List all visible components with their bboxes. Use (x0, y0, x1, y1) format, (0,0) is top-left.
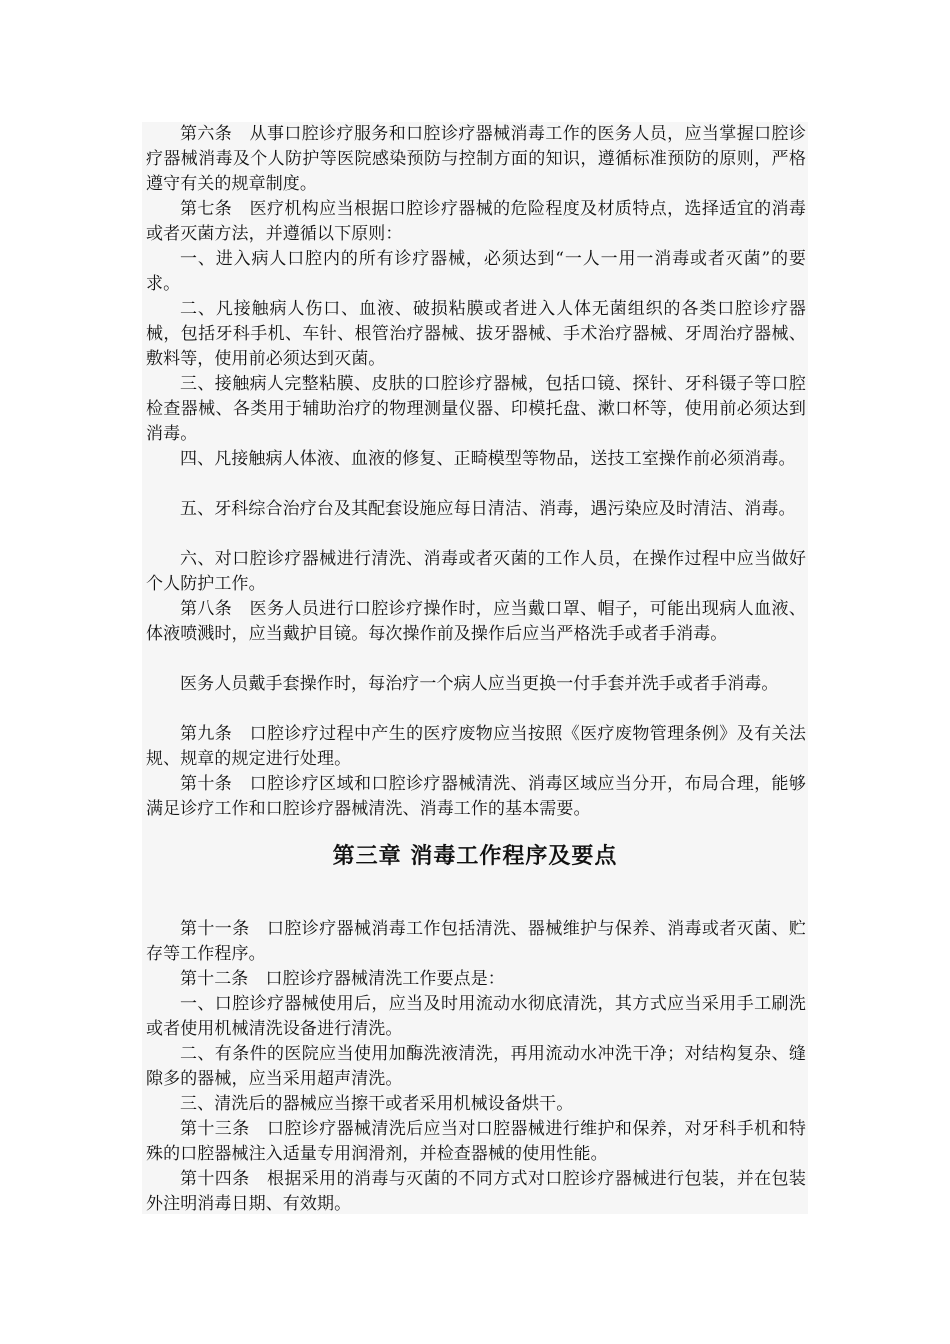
chapter-heading: 第三章 消毒工作程序及要点 (332, 844, 618, 869)
paragraph-article-7: 第七条 医疗机构应当根据口腔诊疗器械的危险程度及材质特点，选择适宜的消毒或者灭菌方法，并遵循以下原则： (146, 199, 806, 244)
paragraph-article-11: 第十一条 口腔诊疗器械消毒工作包括清洗、器械维护与保养、消毒或者灭菌、贮存等工作程序。 (146, 919, 806, 964)
paragraph-article-8: 第八条 医务人员进行口腔诊疗操作时，应当戴口罩、帽子，可能出现病人血液、体液喷溅时，应当戴护目镜。每次操作前及操作后应当严格洗手或者手消毒。 (146, 599, 806, 644)
paragraph-item-1: 一、进入病人口腔内的所有诊疗器械，必须达到“一人一用一消毒或者灭菌”的要求。 (146, 249, 806, 294)
paragraph-article-13: 第十三条 口腔诊疗器械清洗后应当对口腔器械进行维护和保养，对牙科手机和特殊的口腔器械注入适量专用润滑剂，并检查器械的使用性能。 (146, 1119, 806, 1164)
paragraph-clean-item-2: 二、有条件的医院应当使用加酶洗液清洗，再用流动水冲洗干净；对结构复杂、缝隙多的器械，应当采用超声清洗。 (146, 1044, 806, 1089)
paragraph-article-14: 第十四条 根据采用的消毒与灭菌的不同方式对口腔诊疗器械进行包装，并在包装外注明消毒日期、有效期。 (146, 1169, 806, 1214)
paragraph-article-6: 第六条 从事口腔诊疗服务和口腔诊疗器械消毒工作的医务人员，应当掌握口腔诊疗器械消毒及个人防护等医院感染预防与控制方面的知识，遵循标准预防的原则，严格遵守有关的规章制度。 (146, 124, 806, 194)
paragraph-clean-item-3: 三、清洗后的器械应当擦干或者采用机械设备烘干。 (180, 1094, 574, 1114)
paragraph-item-4: 四、凡接触病人体液、血液的修复、正畸模型等物品，送技工室操作前必须消毒。 (180, 449, 796, 469)
paragraph-item-6: 六、对口腔诊疗器械进行清洗、消毒或者灭菌的工作人员，在操作过程中应当做好个人防护工作。 (146, 549, 806, 594)
paragraph-article-12: 第十二条 口腔诊疗器械清洗工作要点是： (180, 969, 505, 989)
paragraph-clean-item-1: 一、口腔诊疗器械使用后，应当及时用流动水彻底清洗，其方式应当采用手工刷洗或者使用机械清洗设备进行清洗。 (146, 994, 806, 1039)
document-page (142, 122, 808, 1214)
paragraph-article-10: 第十条 口腔诊疗区域和口腔诊疗器械清洗、消毒区域应当分开，布局合理，能够满足诊疗工作和口腔诊疗器械清洗、消毒工作的基本需要。 (146, 774, 806, 819)
paragraph-article-8-b: 医务人员戴手套操作时，每治疗一个病人应当更换一付手套并洗手或者手消毒。 (180, 674, 779, 694)
paragraph-item-5: 五、牙科综合治疗台及其配套设施应每日清洁、消毒，遇污染应及时清洁、消毒。 (180, 499, 796, 519)
paragraph-article-9: 第九条 口腔诊疗过程中产生的医疗废物应当按照《医疗废物管理条例》及有关法规、规章的规定进行处理。 (146, 724, 806, 769)
paragraph-item-3: 三、接触病人完整粘膜、皮肤的口腔诊疗器械，包括口镜、探针、牙科镊子等口腔检查器械、各类用于辅助治疗的物理测量仪器、印模托盘、漱口杯等，使用前必须达到消毒。 (146, 374, 806, 444)
paragraph-item-2: 二、凡接触病人伤口、血液、破损粘膜或者进入人体无菌组织的各类口腔诊疗器械，包括牙科手机、车针、根管治疗器械、拔牙器械、手术治疗器械、牙周治疗器械、敷料等，使用前必须达到灭菌。 (146, 299, 806, 369)
